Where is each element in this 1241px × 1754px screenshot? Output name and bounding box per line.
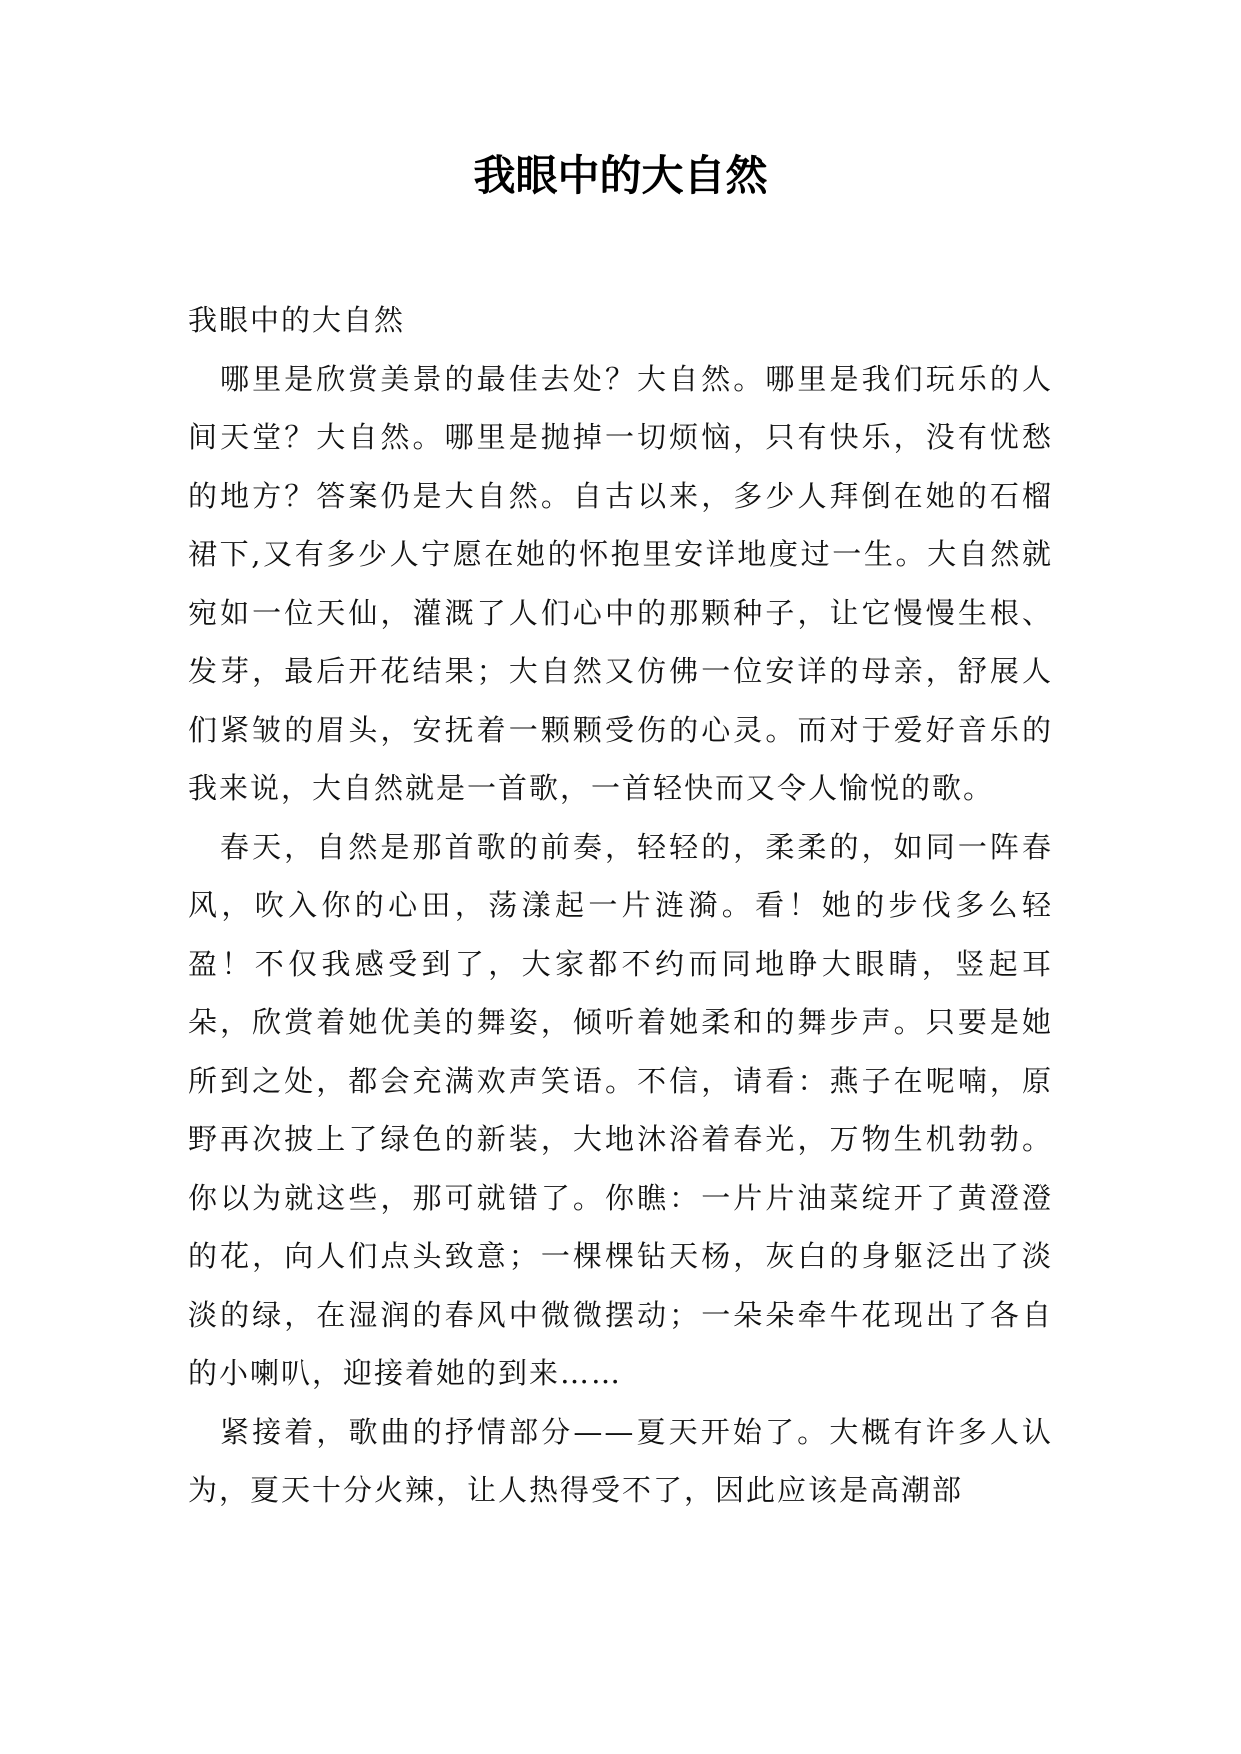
paragraph-3: 紧接着，歌曲的抒情部分——夏天开始了。大概有许多人认为，夏天十分火辣，让人热得受不了，因此应该是高潮部	[188, 1414, 1053, 1507]
article-body	[188, 291, 1053, 1520]
page-title: 我眼中的大自然	[473, 151, 768, 200]
paragraph-2: 春天，自然是那首歌的前奏，轻轻的，柔柔的，如同一阵春风，吹入你的心田，荡漾起一片涟漪。看！她的步伐多么轻盈！不仅我感受到了，大家都不约而同地睁大眼睛，竖起耳朵，欣赏着她优美的舞姿，倾听着她柔和的舞步声。只要是她所到之处，都会充满欢声笑语。不信，请看：燕子在呢喃，原野再次披上了绿色的新装，大地沐浴着春光，万物生机勃勃。你以为就这些，那可就错了。你瞧：一片片油菜绽开了黄澄澄的花，向人们点头致意；一棵棵钻天杨，灰白的身躯泛出了淡淡的绿，在湿润的春风中微微摆动；一朵朵牵牛花现出了各自的小喇叭，迎接着她的到来……	[188, 829, 1053, 1390]
article-subtitle: 我眼中的大自然	[188, 303, 406, 337]
paragraph-1: 哪里是欣赏美景的最佳去处？大自然。哪里是我们玩乐的人间天堂？大自然。哪里是抛掉一切烦恼，只有快乐，没有忧愁的地方？答案仍是大自然。自古以来，多少人拜倒在她的石榴裙下,又有多少人宁愿在她的怀抱里安详地度过一生。大自然就宛如一位天仙，灌溉了人们心中的那颗种子，让它慢慢生根、发芽，最后开花结果；大自然又仿佛一位安详的母亲，舒展人们紧皱的眉头，安抚着一颗颗受伤的心灵。而对于爱好音乐的我来说，大自然就是一首歌，一首轻快而又令人愉悦的歌。	[188, 361, 1053, 805]
